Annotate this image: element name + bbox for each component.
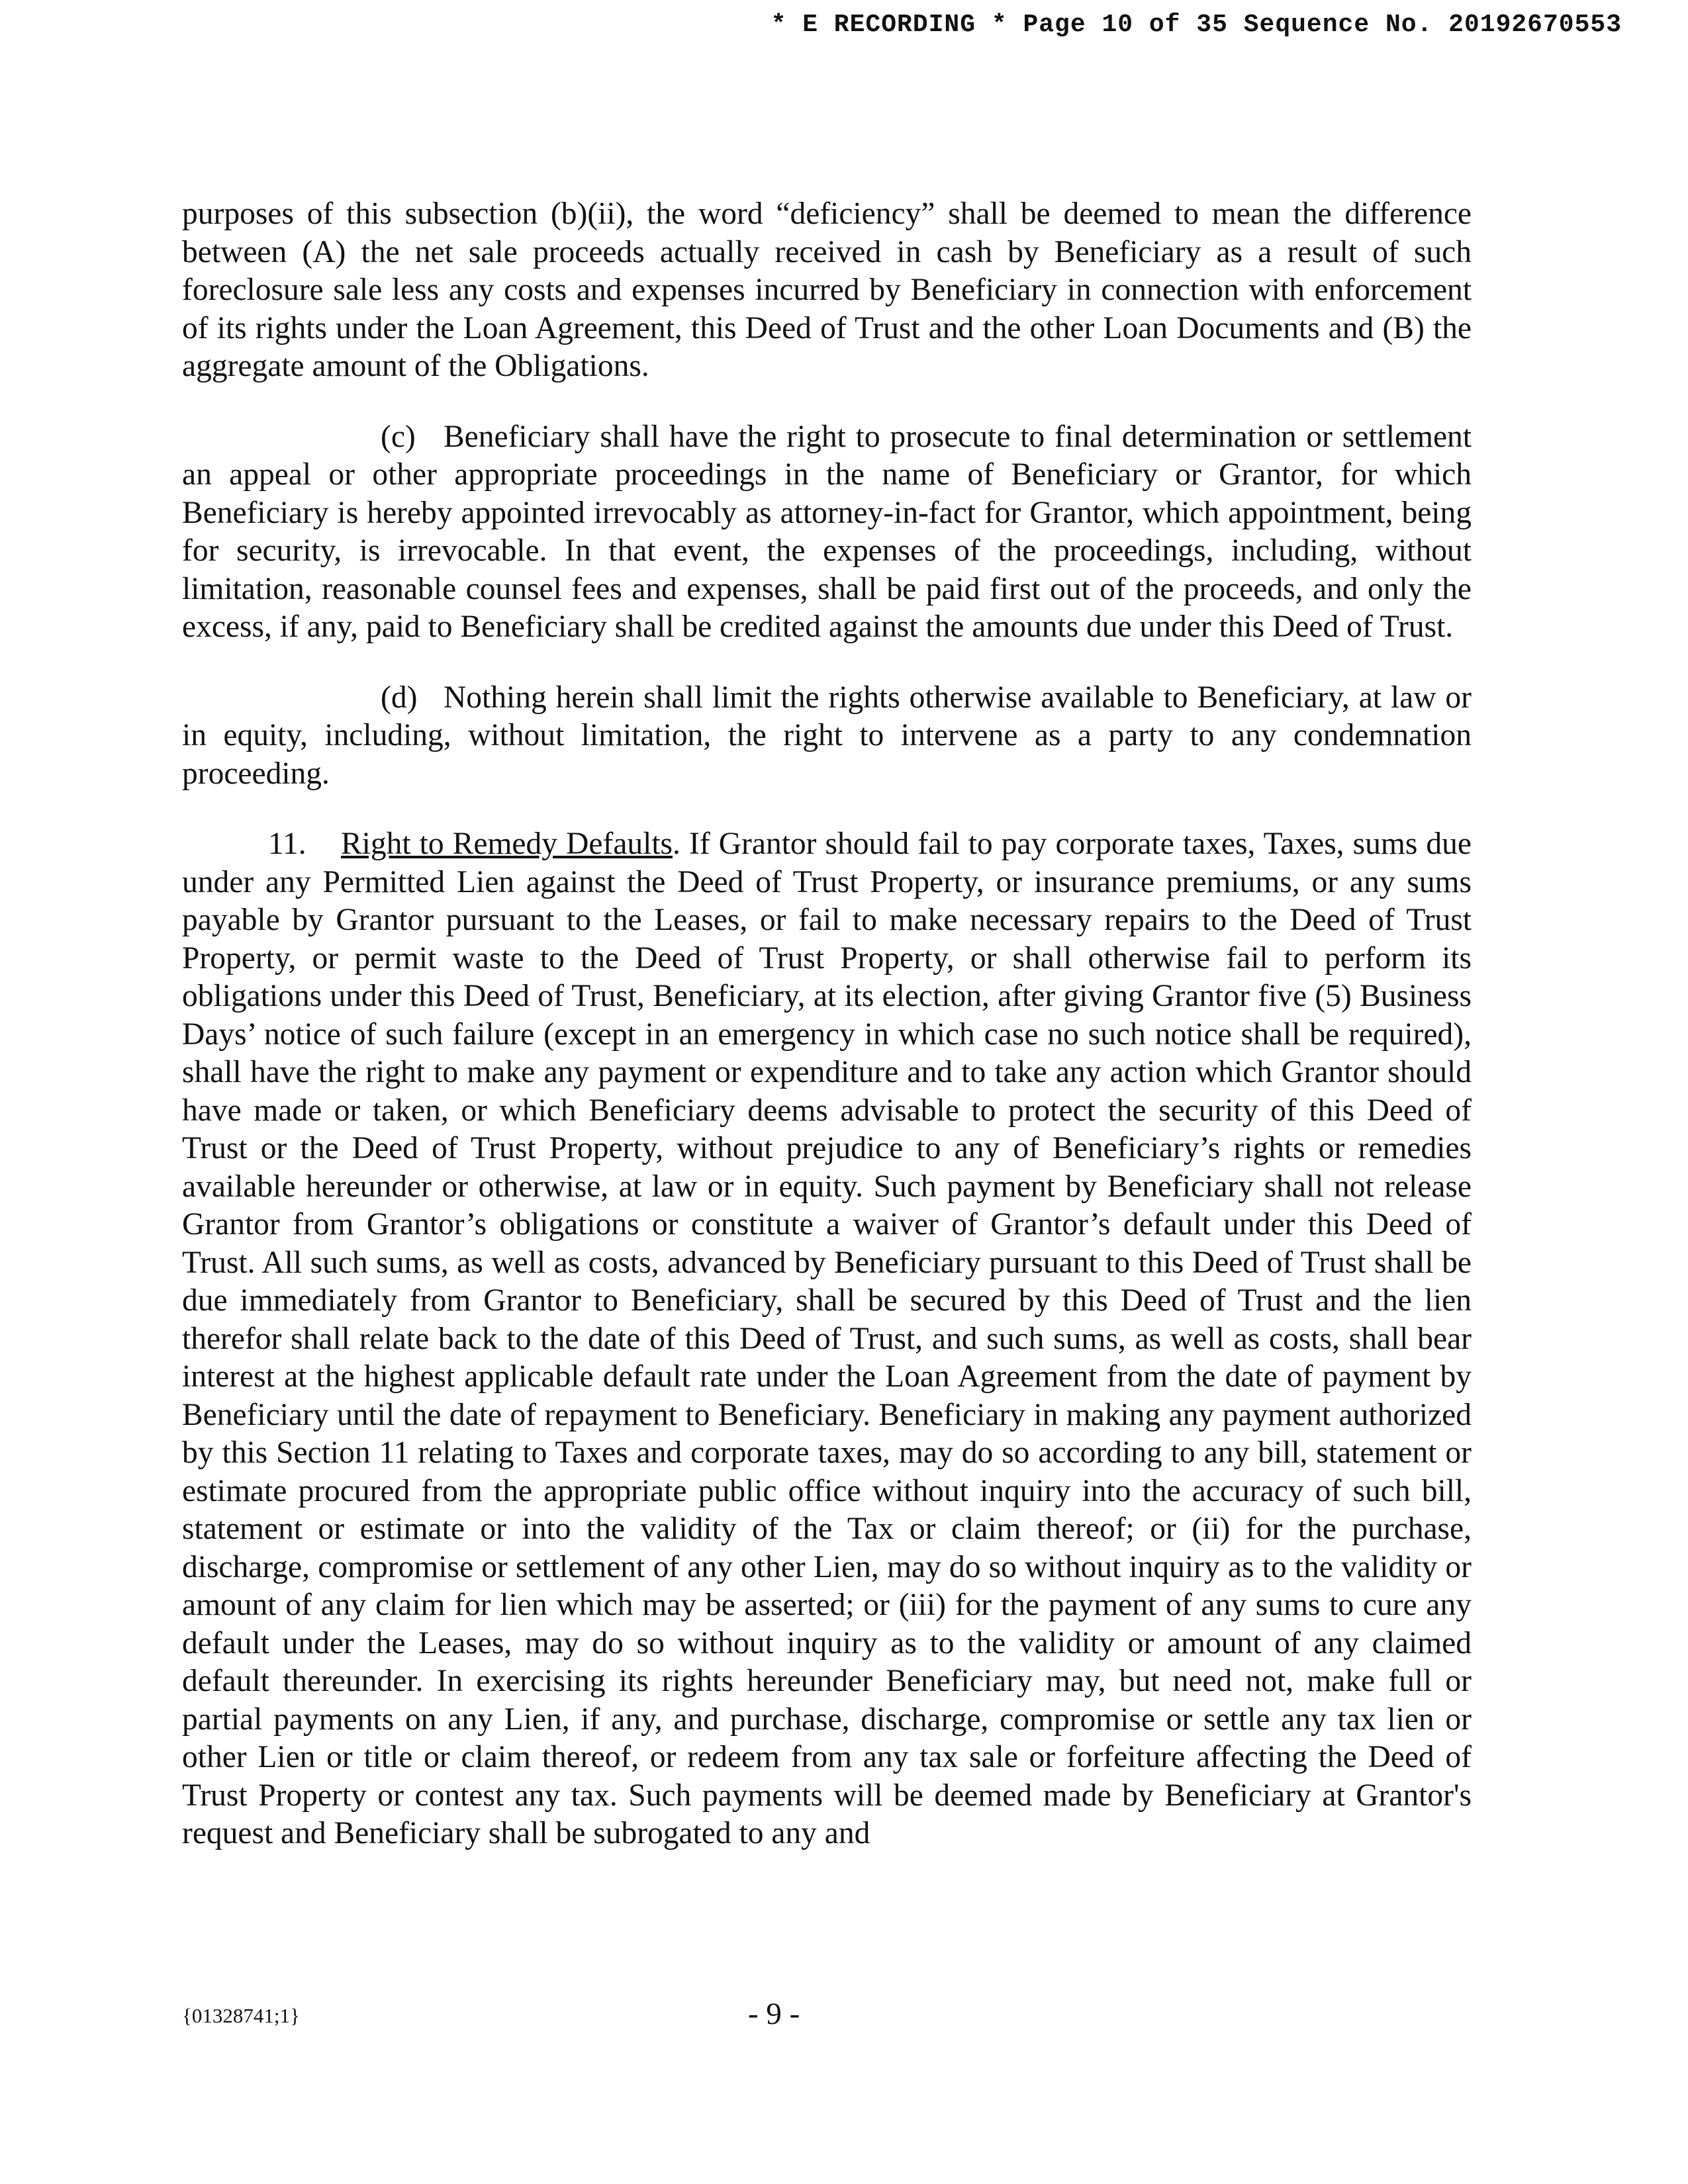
document-id: {01328741;1} [182,2004,300,2027]
section-11-heading: Right to Remedy Defaults [341,827,673,861]
document-body [182,195,1472,1886]
paragraph-d-label: (d) [381,680,418,715]
recording-header: * E RECORDING * Page 10 of 35 Sequence No. 20192670553 [771,11,1622,39]
paragraph-c-text: Beneficiary shall have the right to prosecute to final determination or settlement an appeal or other appropriate proceedings in the name of Beneficiary or Grantor, for which Beneficiary is hereby appointed irrevocably as attorney-in-fact for Grantor, which appointment, being for security, is irrevocable. In that event, the expenses of the proceedings, including, without limitation, reasonable counsel fees and expenses, shall be paid first out of the proceeds, and only the excess, if any, paid to Beneficiary shall be credited against the amounts due under this Deed of Trust. [182,419,1472,644]
page-number: - 9 - [748,1997,800,2031]
paragraph-continuation: purposes of this subsection (b)(ii), the word “deficiency” shall be deemed to mean the difference between (A) the net sale proceeds actually received in cash by Beneficiary as a result of such foreclosure sale less any costs and expenses incurred by Beneficiary in connection with enforcement of its rights under the Loan Agreement, this Deed of Trust and the other Loan Documents and (B) the aggregate amount of the Obligations. [182,197,1472,383]
section-11 [182,825,1472,1853]
paragraph-c-label: (c) [381,419,416,454]
section-11-text: . If Grantor should fail to pay corporate taxes, Taxes, sums due under any Permitted Lien against the Deed of Trust Property, or insurance premiums, or any sums payable by Grantor pursuant to the Leases, or fail to make necessary repairs to the Deed of Trust Property, or permit waste to the Deed of Trust Property, or shall otherwise fail to perform its obligations under this Deed of Trust, Beneficiary, at its election, after giving Grantor five (5) Business Days’ notice of such failure (except in an emergency in which case no such notice shall be required), shall have the right to make any payment or expenditure and to take any action which Grantor should have made or taken, or which Beneficiary deems advisable to protect the security of this Deed of Trust or the Deed of Trust Property, without prejudice to any of Beneficiary’s rights or remedies available hereunder or otherwise, at law or in equity. Such payment by Beneficiary shall not release Grantor from Grantor’s obligations or constitute a waiver of Grantor’s default under this Deed of Trust. All such sums, as well as costs, advanced by Beneficiary pursuant to this Deed of Trust shall be due immediately from Grantor to Beneficiary, shall be secured by this Deed of Trust and the lien therefor shall relate back to the date of this Deed of Trust, and such sums, as well as costs, shall bear interest at the highest applicable default rate under the Loan Agreement from the date of payment by Beneficiary until the date of repayment to Beneficiary. Beneficiary in making any payment authorized by this Section 11 relating to Taxes and corporate taxes, may do so according to any bill, statement or estimate procured from the appropriate public office without inquiry into the accuracy of such bill, statement or estimate or into the validity of the Tax or claim thereof; or (ii) for the purchase, discharge, compromise or settlement of any other Lien, may do so without inquiry as to the validity or amount of any claim for lien which may be asserted; or (iii) for the payment of any sums to cure any default under the Leases, may do so without inquiry as to the validity or amount of any claimed default thereunder. In exercising its rights hereunder Beneficiary may, but need not, make full or partial payments on any Lien, if any, and purchase, discharge, compromise or settle any tax lien or other Lien or title or claim thereof, or redeem from any tax sale or forfeiture affecting the Deed of Trust Property or contest any tax. Such payments will be deemed made by Beneficiary at Grantor's request and Beneficiary shall be subrogated to any and [182,827,1472,1850]
paragraph-d-text: Nothing herein shall limit the rights otherwise available to Beneficiary, at law or in equity, including, without limitation, the right to intervene as a party to any condemnation proceeding. [182,680,1472,791]
paragraph-c [182,418,1472,647]
section-11-number: 11. [268,827,306,861]
paragraph-d [182,679,1472,794]
